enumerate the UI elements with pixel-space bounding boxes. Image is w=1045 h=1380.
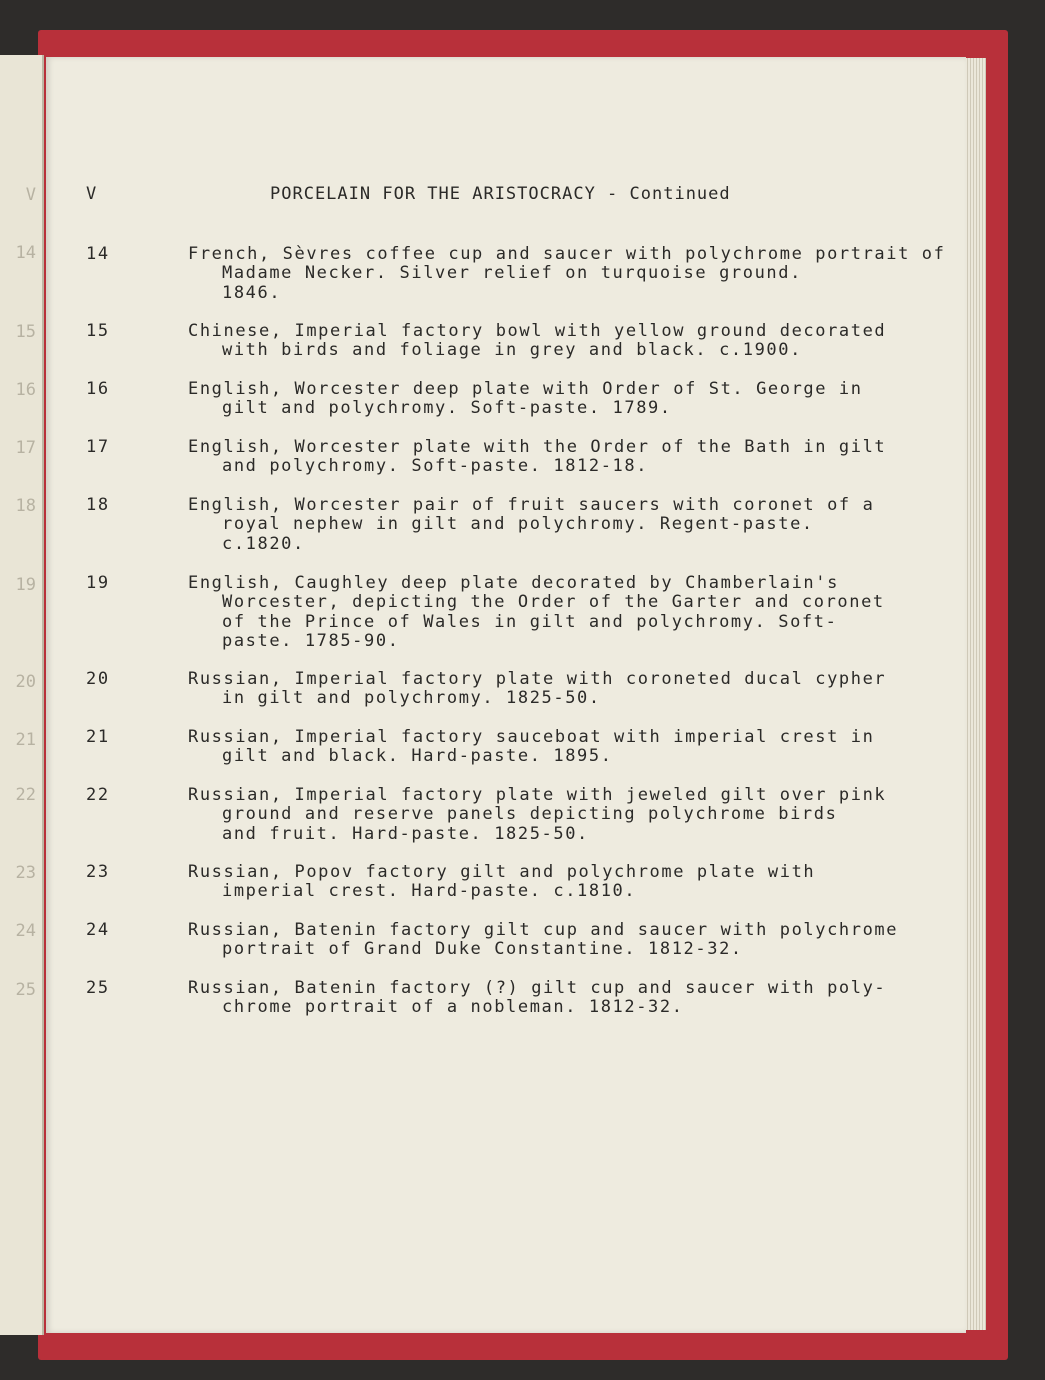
left-page-number-fragment: 22 bbox=[15, 785, 36, 805]
left-page-number-fragment: 15 bbox=[15, 322, 36, 342]
entry-description-line: 1846. bbox=[222, 282, 282, 303]
left-page-number-fragment: 21 bbox=[15, 730, 36, 750]
entry-description-line: and fruit. Hard-paste. 1825-50. bbox=[222, 823, 589, 844]
entry-number: 15 bbox=[86, 321, 110, 341]
entry-description-line: English, Worcester deep plate with Order of St. George in bbox=[188, 379, 863, 399]
entry-description-line: English, Caughley deep plate decorated by Chamberlain's bbox=[188, 573, 839, 593]
left-page-number-fragment: 24 bbox=[15, 921, 36, 941]
entry-description-line: English, Worcester pair of fruit saucers with coronet of a bbox=[188, 495, 875, 515]
left-page-number-fragment: 20 bbox=[15, 672, 36, 692]
entry-description-line: Russian, Popov factory gilt and polychrome plate with bbox=[188, 862, 816, 882]
entry-description-line: Russian, Imperial factory sauceboat with imperial crest in bbox=[188, 727, 875, 747]
left-page-number-fragment: 17 bbox=[15, 438, 36, 458]
section-number: V bbox=[86, 184, 98, 204]
entry-description-line: Worcester, depicting the Order of the Garter and coronet bbox=[222, 592, 885, 613]
entry-description-line: chrome portrait of a nobleman. 1812-32. bbox=[222, 997, 684, 1018]
entry-description-line: gilt and black. Hard-paste. 1895. bbox=[222, 746, 613, 767]
left-page-number-fragment: V bbox=[25, 185, 36, 205]
left-page-edge bbox=[0, 55, 44, 1335]
entry-description-line: paste. 1785-90. bbox=[222, 630, 400, 651]
left-page-number-fragment: 16 bbox=[15, 380, 36, 400]
entry-description-line: Russian, Imperial factory plate with coroneted ducal cypher bbox=[188, 669, 887, 689]
left-page-number-fragment: 18 bbox=[15, 496, 36, 516]
entry-number: 25 bbox=[86, 978, 110, 998]
entry-description-line: English, Worcester plate with the Order of the Bath in gilt bbox=[188, 437, 887, 457]
entry-description-line: portrait of Grand Duke Constantine. 1812-32. bbox=[222, 939, 743, 960]
entry-number: 19 bbox=[86, 573, 110, 593]
left-page-number-fragment: 25 bbox=[15, 980, 36, 1000]
entry-description-line: Russian, Batenin factory (?) gilt cup and saucer with poly- bbox=[188, 978, 887, 998]
entry-description-line: with birds and foliage in grey and black. c.1900. bbox=[222, 340, 802, 361]
entry-number: 16 bbox=[86, 379, 110, 399]
entry-number: 18 bbox=[86, 495, 110, 515]
entry-description-line: gilt and polychromy. Soft-paste. 1789. bbox=[222, 398, 672, 419]
entry-description-line: in gilt and polychromy. 1825-50. bbox=[222, 688, 601, 709]
entry-description-line: Russian, Imperial factory plate with jeweled gilt over pink bbox=[188, 785, 887, 805]
entry-description-line: and polychromy. Soft-paste. 1812-18. bbox=[222, 456, 649, 477]
left-page-number-fragment: 19 bbox=[15, 575, 36, 595]
entry-number: 14 bbox=[86, 244, 110, 264]
left-page-number-fragment: 14 bbox=[15, 243, 36, 263]
entry-description-line: royal nephew in gilt and polychromy. Regent-paste. bbox=[222, 514, 814, 535]
entry-description-line: imperial crest. Hard-paste. c.1810. bbox=[222, 881, 637, 902]
entry-number: 23 bbox=[86, 862, 110, 882]
entry-description-line: French, Sèvres coffee cup and saucer with polychrome portrait of bbox=[188, 244, 946, 264]
entry-number: 24 bbox=[86, 920, 110, 940]
entry-number: 22 bbox=[86, 785, 110, 805]
entry-description-line: Chinese, Imperial factory bowl with yellow ground decorated bbox=[188, 321, 887, 341]
entry-number: 21 bbox=[86, 727, 110, 747]
entry-description-line: Madame Necker. Silver relief on turquoise ground. bbox=[222, 263, 802, 284]
entry-number: 20 bbox=[86, 669, 110, 689]
entry-number: 17 bbox=[86, 437, 110, 457]
entry-description-line: ground and reserve panels depicting polychrome birds bbox=[222, 804, 838, 825]
page-header bbox=[0, 184, 1045, 208]
page-title: PORCELAIN FOR THE ARISTOCRACY - Continued bbox=[270, 184, 731, 204]
entry-description-line: Russian, Batenin factory gilt cup and saucer with polychrome bbox=[188, 920, 899, 940]
entry-description-line: c.1820. bbox=[222, 533, 305, 554]
entry-description-line: of the Prince of Wales in gilt and polychromy. Soft- bbox=[222, 611, 838, 632]
left-page-number-fragment: 23 bbox=[15, 863, 36, 883]
